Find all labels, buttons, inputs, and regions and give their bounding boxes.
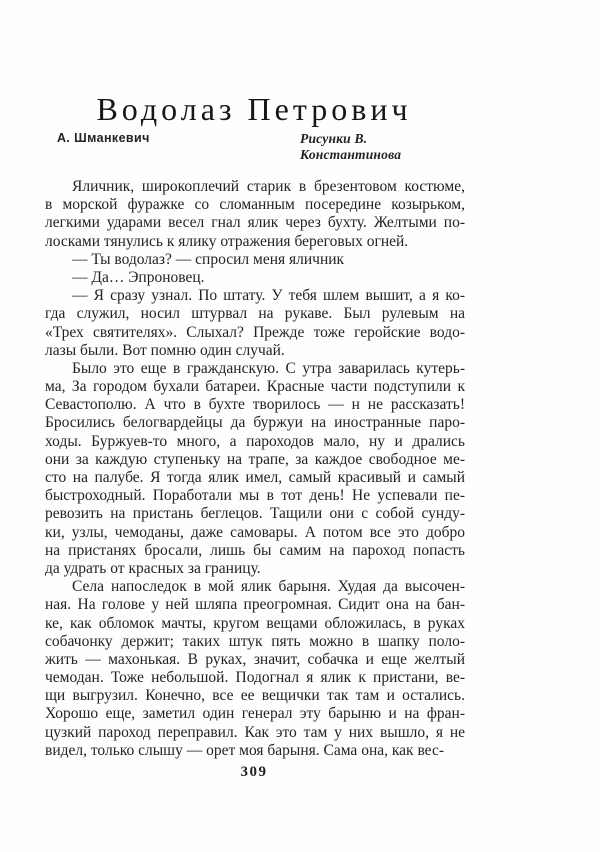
- text-line: ная. На голове у ней шляпа преогромная. Сидит она на бан-: [45, 596, 465, 614]
- text-line: легкими ударами весел гнал ялик через бухту. Желтыми по-: [45, 214, 465, 232]
- text-line: жить — махонькая. В руках, значит, собачка и еще желтый: [45, 650, 465, 668]
- text-line: лосками тянулись к ялику отражения береговых огней.: [45, 232, 409, 250]
- text-line: да удрать от красных за границу.: [45, 559, 261, 577]
- text-line: — Я сразу узнал. По штату. У тебя шлем вышит, а я ко-: [72, 287, 465, 305]
- text-line: Хорошо еще, заметил один генерал эту барыню и на фран-: [45, 705, 465, 723]
- text-line: на пристанях бросали, лишь бы самим на пароход попасть: [45, 541, 465, 559]
- text-line: ходы. Буржуев-то много, а пароходов мало, ну и дрались: [45, 432, 465, 450]
- text-line: лазы были. Вот помню один случай.: [45, 341, 285, 359]
- author-name: А. Шманкевич: [57, 131, 150, 145]
- text-line: Бросились белогвардейцы да буржуи на иностранные паро-: [45, 414, 465, 432]
- text-line: щи выгрузил. Конечно, все ее вещички так там и остались.: [45, 687, 465, 705]
- paragraph: [45, 578, 465, 760]
- text-line: гда служил, носил штурвал на рукаве. Был рулевым на: [45, 305, 465, 323]
- text-line: Села напоследок в мой ялик барыня. Худая да высочен-: [72, 578, 465, 596]
- body-text: [45, 178, 465, 760]
- text-line: видел, только слышу — орет моя барыня. Сама она, как вес-: [45, 741, 444, 759]
- text-line: сто на палубе. Я тогда ялик имел, самый красивый и самый: [45, 469, 465, 486]
- page-number: 309: [240, 764, 268, 780]
- text-line: цузкий пароход переправил. Как это там у них вышло, я не: [45, 723, 465, 741]
- text-line: «Трех святителях». Слыхал? Прежде тоже геройские водо-: [45, 323, 465, 341]
- paragraph: [45, 360, 465, 578]
- dialogue-paragraph: [45, 287, 465, 360]
- text-line: собачонку держит; таких штук пять можно в шапку поло-: [45, 632, 465, 650]
- text-line: — Да… Эпроновец.: [72, 268, 205, 286]
- text-line: чемодан. Тоже небольшой. Подогнал я ялик к пристани, ве-: [45, 669, 465, 687]
- page-title: Водолаз Петрович: [96, 91, 412, 128]
- text-line: быстроходный. Поработали мы в тот день! Не успевали пе-: [45, 487, 465, 505]
- text-line: они за каждую ступеньку на трапе, за каждое свободное ме-: [45, 450, 465, 468]
- text-line: ке, как обломок мачты, кругом вещами обложилась, в руках: [45, 614, 465, 632]
- text-line: ки, узлы, чемоданы, даже самовары. А потом все это добро: [45, 523, 465, 541]
- paragraph: [45, 178, 465, 251]
- text-line: Севастополю. А что в бухте творилось — н не рассказать!: [45, 396, 465, 414]
- dialogue-paragraph: [45, 269, 465, 287]
- illustrator-credit: Рисунки В. Константинова: [300, 131, 402, 162]
- text-line: в морской фуражке со сломанным посередине козырьком,: [45, 196, 465, 214]
- text-line: ма, За городом бухали батареи. Красные части подступили к: [45, 378, 465, 396]
- text-line: ревозить на пристань беглецов. Тащили они с собой сунду-: [45, 505, 465, 523]
- byline-row: [45, 131, 465, 162]
- text-line: Было это еще в гражданскую. С утра заварилась кутерь-: [72, 359, 465, 377]
- text-line: — Ты водолаз? — спросил меня яличник: [72, 250, 345, 268]
- dialogue-paragraph: [45, 251, 465, 269]
- text-line: Яличник, широкоплечий старик в брезентовом костюме,: [72, 178, 465, 195]
